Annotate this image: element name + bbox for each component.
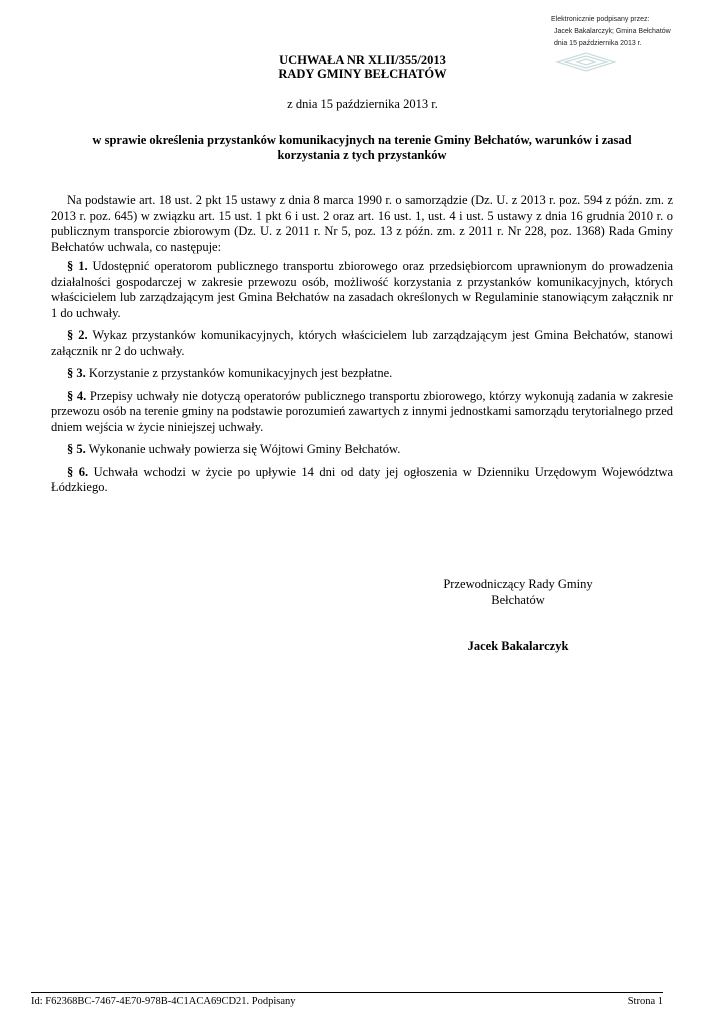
council-name: RADY GMINY BEŁCHATÓW: [278, 67, 447, 81]
resolution-body: [51, 193, 673, 503]
signature-line-2: Jacek Bakalarczyk; Gmina Bełchatów: [554, 28, 671, 35]
paragraph-text: Korzystanie z przystanków komunikacyjnych jest bezpłatne.: [88, 366, 393, 380]
signer-name: Jacek Bakalarczyk: [467, 639, 569, 653]
paragraph-mark: § 6.: [67, 464, 89, 479]
legal-basis-paragraph: Na podstawie art. 18 ust. 2 pkt 15 ustawy z dnia 8 marca 1990 r. o samorządzie (Dz. U. z 2013 r. poz. 594 z późn. zm. z 2013 r. poz. 645) w związku art. 15 ust. 1 pkt 6 i ust. 2 oraz art. 16 ust. 1, ust. 4 i ust. 5 ustawy z dnia 16 grudnia 2010 r. o publicznym transporcie zbiorowym (Dz. U. z 2011 r. Nr 5, poz. 13 z późn. zm. z 2011 r. Nr 228, poz. 1368) Rada Gminy Bełchatów uchwala, co następuje:: [51, 193, 673, 254]
paragraph-mark: § 1.: [67, 259, 88, 273]
electronic-signature-stamp: [551, 14, 721, 50]
signer-role-line-1: Przewodniczący Rady Gminy: [443, 577, 593, 591]
signer-role-line-2: Bełchatów: [491, 593, 545, 607]
paragraph-text: Wykaz przystanków komunikacyjnych, których właścicielem lub zarządzającym jest Gmina Bełchatów, stanowi załącznik nr 2 do uchwały.: [51, 328, 673, 358]
paragraph-2: [51, 328, 673, 359]
footer-divider: [31, 992, 663, 993]
paragraph-4: [51, 389, 673, 436]
signature-line-3: dnia 15 października 2013 r.: [554, 40, 642, 47]
paragraph-mark: § 3.: [67, 366, 86, 380]
paragraph-5: [51, 442, 673, 458]
paragraph-1: [51, 259, 673, 321]
paragraph-6: [51, 465, 673, 496]
resolution-date: z dnia 15 października 2013 r.: [287, 97, 438, 111]
paragraph-mark: § 4.: [67, 388, 87, 403]
paragraph-text: Uchwała wchodzi w życie po upływie 14 dni od daty jej ogłoszenia w Dzienniku Urzędowym Województwa Łódzkiego.: [51, 464, 673, 494]
resolution-subject: w sprawie określenia przystanków komunikacyjnych na terenie Gminy Bełchatów, warunków i zasad korzystania z tych przystanków: [92, 133, 632, 162]
signature-line-1: Elektronicznie podpisany przez:: [551, 16, 650, 23]
paragraph-text: Przepisy uchwały nie dotyczą operatorów publicznego transportu zbiorowego, którzy wykonują zadania w zakresie przewozu osób na terenie gminy na podstawie porozumień zawartych z innymi jednostkami samorządu terytorialnego przed dniem wejścia w życie niniejszej uchwały.: [51, 388, 674, 434]
paragraph-text: Udostępnić operatorom publicznego transportu zbiorowego oraz przedsiębiorcom uprawnionym do prowadzenia działalności gospodarczej w zakresie przewozu osób, możliwość korzystania z przystanków komunikacyjnych, których właścicielem lub zarządzającym jest Gmina Bełchatów na zasadach określonych w Regulaminie stanowiącym załącznik nr 1 do uchwały.: [51, 259, 674, 320]
resolution-number: UCHWAŁA NR XLII/355/2013: [279, 53, 446, 67]
paragraph-mark: § 2.: [67, 328, 88, 342]
page-number: Strona 1: [627, 996, 663, 1007]
paragraph-3: [51, 366, 673, 382]
paragraph-mark: § 5.: [67, 442, 86, 456]
document-id: Id: F62368BC-7467-4E70-978B-4C1ACA69CD21. Podpisany: [31, 996, 296, 1007]
paragraph-text: Wykonanie uchwały powierza się Wójtowi Gminy Bełchatów.: [88, 442, 401, 456]
